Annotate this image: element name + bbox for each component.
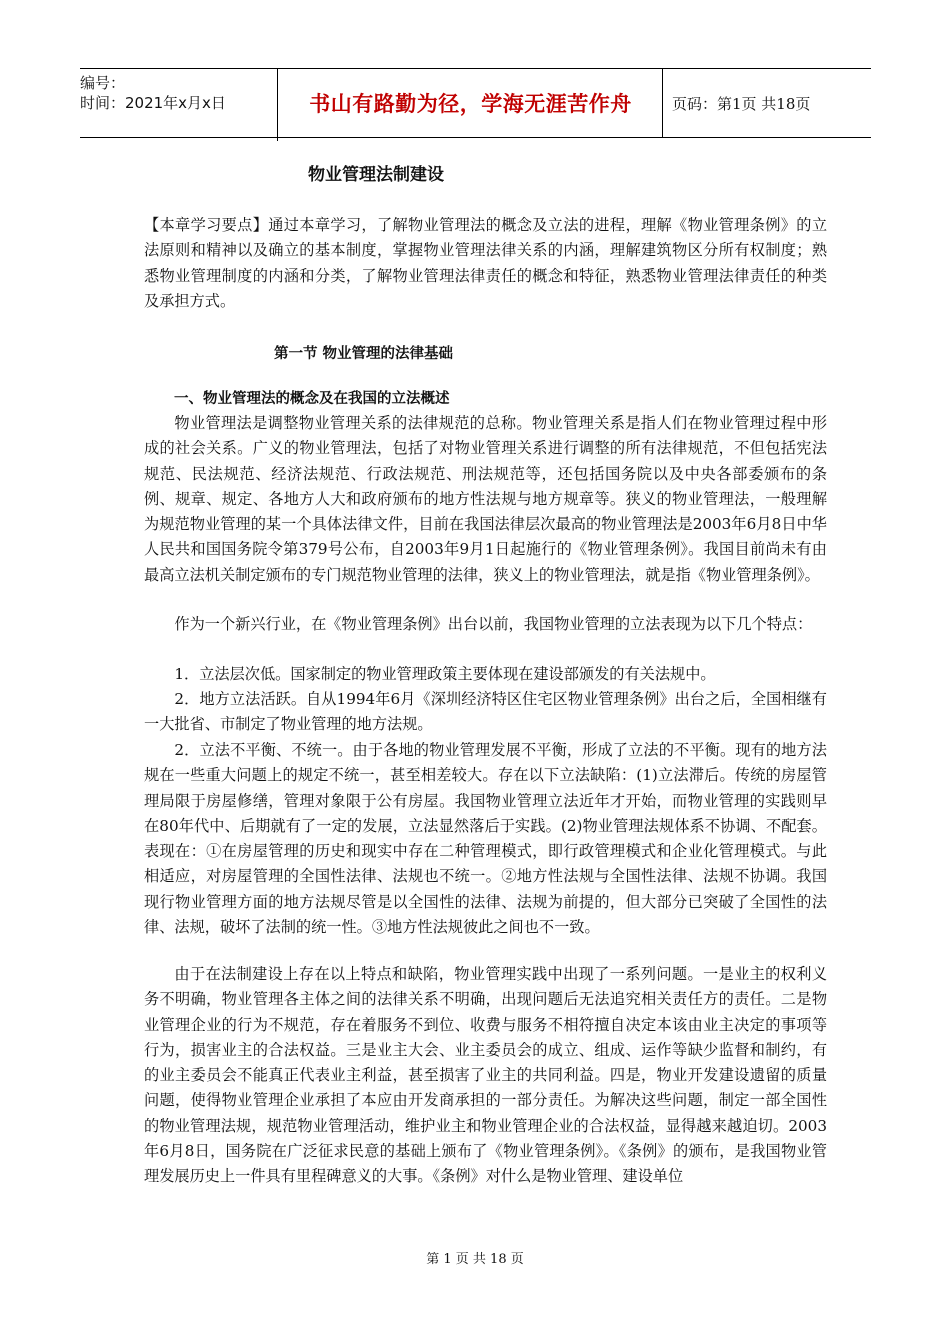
header-table [80, 68, 871, 138]
motto: 书山有路勤为径，学海无涯苦作舟 [279, 69, 663, 137]
subsection-heading: 一、物业管理法的概念及在我国的立法概述 [174, 391, 450, 407]
paragraph-6: 由于在法制建设上存在以上特点和缺陷，物业管理实践中出现了一系列问题。一是业主的权利义务不明确，物业管理各主体之间的法律关系不明确，出现问题后无法追究相关责任方的责任。二是物业管理企业的行为不规范，存在着服务不到位、收费与服务不相符擅自决定本该由业主决定的事项等行为，损害业主的合法权益。三是业主大会、业主委员会的成立、组成、运作等缺少监督和制约，有的业主委员会不能真正代表业主利益，甚至损害了业主的共同利益。四是，物业开发建设遗留的质量问题，使得物业管理企业承担了本应由开发商承担的一部分责任。为解决这些问题，制定一部全国性的物业管理法规，规范物业管理活动，维护业主和物业管理企业的合法权益，显得越来越迫切。2003年6月8日，国务院在广泛征求民意的基础上颁布了《物业管理条例》。《条例》的颁布，是我国物业管理发展历史上一件具有里程碑意义的大事。《条例》对什么是物业管理、建设单位 [144, 965, 827, 1186]
intro-paragraph: 【本章学习要点】通过本章学习，了解物业管理法的概念及立法的进程，理解《物业管理条例》的立法原则和精神以及确立的基本制度，掌握物业管理法律关系的内涵，理解建筑物区分所有权制度；熟悉物业管理制度的内涵和分类，了解物业管理法律责任的概念和特征，熟悉物业管理法律责任的种类及承担方式。 [144, 216, 827, 310]
header-left-cell [80, 69, 278, 141]
section-heading: 第一节 物业管理的法律基础 [274, 346, 454, 362]
page-title: 物业管理法制建设 [308, 165, 444, 185]
paragraph-5: 2．立法不平衡、不统一。由于各地的物业管理发展不平衡，形成了立法的不平衡。现有的地方法规在一些重大问题上的规定不统一，甚至相差较大。存在以下立法缺陷：(1)立法滞后。传统的房屋管理局限于房屋修缮，管理对象限于公有房屋。我国物业管理立法近年才开始，而物业管理的实践则早在80年代中、后期就有了一定的发展，立法显然落后于实践。(2)物业管理法规体系不协调、不配套。表现在：①在房屋管理的历史和现实中存在二种管理模式，即行政管理模式和企业化管理模式。与此相适应，对房屋管理的全国性法律、法规也不统一。②地方性法规与全国性法律、法规不协调。我国现行物业管理方面的地方法规尽管是以全国性的法律、法规为前提的，但大部分已突破了全国性的法律、法规，破坏了法制的统一性。③地方性法规彼此之间也不一致。 [144, 741, 827, 937]
paragraph-1: 物业管理法是调整物业管理关系的法律规范的总称。物业管理关系是指人们在物业管理过程中形成的社会关系。广义的物业管理法，包括了对物业管理关系进行调整的所有法律规范，不但包括宪法规范、民法规范、经济法规范、行政法规范、刑法规范等，还包括国务院以及中央各部委颁布的条例、规章、规定、各地方人大和政府颁布的地方性法规与地方规章等。狭义的物业管理法，一般理解为规范物业管理的某一个具体法律文件，目前在我国法律层次最高的物业管理法是2003年6月8日中华人民共和国国务院令第379号公布，自2003年9月1日起施行的《物业管理条例》。我国目前尚未有由最高立法机关制定颁布的专门规范物业管理的法律，狭义上的物业管理法，就是指《物业管理条例》。 [144, 414, 827, 584]
page-label: 页码：第1页 共18页 [672, 94, 811, 113]
date-label: 时间：2021年x月x日 [80, 94, 226, 112]
number-label: 编号： [80, 74, 126, 92]
paragraph-2: 作为一个新兴行业，在《物业管理条例》出台以前，我国物业管理的立法表现为以下几个特点： [174, 615, 813, 633]
page-footer: 第 1 页 共 18 页 [426, 1252, 524, 1267]
paragraph-3: 1．立法层次低。国家制定的物业管理政策主要体现在建设部颁发的有关法规中。 [174, 665, 716, 683]
paragraph-4: 2．地方立法活跃。自从1994年6月《深圳经济特区住宅区物业管理条例》出台之后，全国相继有一大批省、市制定了物业管理的地方法规。 [144, 690, 827, 734]
